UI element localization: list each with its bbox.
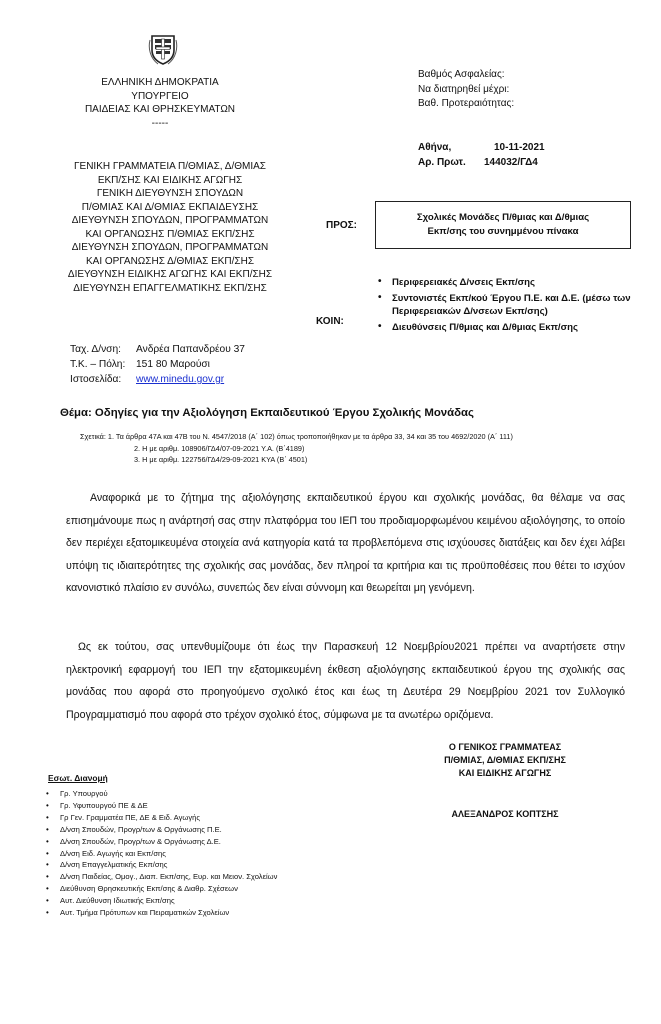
address-value: Ανδρέα Παπανδρέου 37 (136, 344, 245, 355)
recipients-line: Εκπ/σης του συνημμένου πίνακα (427, 226, 579, 237)
website-link[interactable]: www.minedu.gov.gr (136, 374, 225, 385)
paragraph-2: Ως εκ τούτου, σας υπενθυμίζουμε ότι έως την Παρασκευή 12 Νοεμβρίου2021 πρέπει να αναρτήσετε στην ηλεκτρονική εφαρμογή του ΙΕΠ την εξατομικευμένη έκθεση αξιολόγησης εκπαιδευτικού έργου της σχολικής σας μονάδας που αφορά στο προηγούμενο σχολικό έτος και έως τη Δευτέρα 29 Νοεμβρίου 2021 τον Συλλογικό Προγραμματισμό που αφορά στο τρέχον σχολικό έτος, σύμφωνα με τα ανωτέρω οριζόμενα. (66, 641, 625, 721)
recipients-box (375, 201, 631, 249)
city-label: Αθήνα, (418, 142, 452, 153)
cc-list (378, 276, 633, 334)
list-item: • Δ/νση Σπουδών, Προγρ/των & Οργάνωσης Δ.Ε. (46, 836, 376, 848)
departments-block (25, 160, 315, 295)
department-line: ΓΕΝΙΚΗ ΔΙΕΥΘΥΝΣΗ ΣΠΟΥΔΩΝ (96, 188, 244, 199)
security-label: Βαθμός Ασφαλείας: (418, 69, 505, 80)
list-item: • Δ/νση Ειδ. Αγωγής και Εκπ/σης (46, 848, 376, 860)
signature-line: ΚΑΙ ΕΙΔΙΚΗΣ ΑΓΩΓΗΣ (458, 768, 552, 778)
date-protocol (418, 141, 638, 170)
header-line: ΕΛΛΗΝΙΚΗ ΔΗΜΟΚΡΑΤΙΑ (101, 77, 219, 88)
distribution-title: Εσωτ. Διανομή (48, 773, 108, 783)
department-line: ΓΕΝΙΚΗ ΓΡΑΜΜΑΤΕΙΑ Π/ΘΜΙΑΣ, Δ/ΘΜΙΑΣ (74, 161, 266, 172)
list-item: • Διευθύνσεις Π/θμιας και Δ/θμιας Εκπ/σης (378, 321, 633, 335)
list-item: • Δ/νση Επαγγελματικής Εκπ/σης (46, 859, 376, 871)
address-label: Ταχ. Δ/νση: (70, 344, 121, 355)
priority-label: Βαθ. Προτεραιότητας: (418, 98, 515, 109)
list-item: • Γρ. Υπουργού (46, 788, 376, 800)
list-item: • Αυτ. Τμήμα Πρότυπων και Πειραματικών Σχολείων (46, 907, 376, 919)
list-item: • Δ/νση Παιδείας, Ομογ., Διαπ. Εκπ/σης, Ευρ. και Μειον. Σχολείων (46, 871, 376, 883)
department-line: Π/ΘΜΙΑΣ ΚΑΙ Δ/ΘΜΙΑΣ ΕΚΠΑΙΔΕΥΣΗΣ (81, 201, 259, 213)
department-line: ΚΑΙ ΟΡΓΑΝΩΣΗΣ Δ/ΘΜΙΑΣ ΕΚΠ/ΣΗΣ (85, 255, 254, 267)
signature-line: Ο ΓΕΝΙΚΟΣ ΓΡΑΜΜΑΤΕΑΣ (448, 742, 562, 752)
signatory-name: ΑΛΕΞΑΝΔΡΟΣ ΚΟΠΤΣΗΣ (451, 809, 559, 819)
reference-line: Σχετικά: 1. Τα άρθρα 47Α και 47Β του Ν. 4547/2018 (Α΄ 102) όπως τροποποιήθηκαν με τα άρθρα 33, 34 και 35 του 4692/2020 (Α΄ 111) (80, 432, 513, 441)
document-date: 10-11-2021 (494, 142, 545, 153)
reference-line: 3. Η με αριθμ. 122756/ΓΔ4/29-09-2021 ΚΥΑ (Β΄ 4501) (134, 455, 308, 464)
postal-label: Τ.Κ. – Πόλη: (70, 359, 126, 370)
list-item: • Διεύθυνση Θρησκευτικής Εκπ/σης & Διαθρ. Σχέσεων (46, 883, 376, 895)
department-line: ΕΚΠ/ΣΗΣ ΚΑΙ ΕΙΔΙΚΗΣ ΑΓΩΓΗΣ (97, 174, 243, 186)
signature-block (400, 741, 610, 821)
department-line: ΔΙΕΥΘΥΝΣΗ ΣΠΟΥΔΩΝ, ΠΡΟΓΡΑΜΜΑΤΩΝ (71, 242, 269, 253)
department-line: ΔΙΕΥΘΥΝΣΗ ΕΙΔΙΚΗΣ ΑΓΩΓΗΣ ΚΑΙ ΕΚΠ/ΣΗΣ (67, 269, 273, 280)
header-line: ΥΠΟΥΡΓΕΙΟ (131, 90, 189, 102)
protocol-label: Αρ. Πρωτ. (418, 156, 466, 168)
list-item: • Δ/νση Σπουδών, Προγρ/των & Οργάνωσης Π.Ε. (46, 824, 376, 836)
signature-line: Π/ΘΜΙΑΣ, Δ/ΘΜΙΑΣ ΕΚΠ/ΣΗΣ (444, 755, 566, 765)
ministry-header (55, 76, 265, 130)
list-item: • Αυτ. Διεύθυνση Ιδιωτικής Εκπ/σης (46, 895, 376, 907)
list-item: • Περιφερειακές Δ/νσεις Εκπ/σης (378, 276, 633, 290)
header-line: ΠΑΙΔΕΙΑΣ ΚΑΙ ΘΡΗΣΚΕΥΜΑΤΩΝ (84, 104, 236, 115)
header-line: ----- (151, 117, 169, 129)
distribution-list (46, 788, 376, 919)
list-item: • Γρ Γεν. Γραμματέα ΠΕ, ΔΕ & Ειδ. Αγωγής (46, 812, 376, 824)
list-item: • Συντονιστές Εκπ/κού Έργου Π.Ε. και Δ.Ε. (μέσω των Περιφερειακών Δ/νσεων Εκπ/σης) (378, 292, 633, 319)
koin-label: ΚΟΙΝ: (316, 316, 344, 327)
department-line: ΔΙΕΥΘΥΝΣΗ ΣΠΟΥΔΩΝ, ΠΡΟΓΡΑΜΜΑΤΩΝ (71, 215, 269, 226)
contact-block (70, 342, 245, 387)
greek-coat-of-arms-icon (148, 34, 178, 66)
recipients-line: Σχολικές Μονάδες Π/θμιας και Δ/θμιας (416, 212, 590, 223)
postal-value: 151 80 Μαρούσι (136, 359, 210, 370)
reference-line: 2. Η με αριθμ. 108906/ΓΔ4/07-09-2021 Υ.Α. (Β΄4189) (134, 443, 305, 453)
paragraph-1: Αναφορικά με το ζήτημα της αξιολόγησης εκπαιδευτικού έργου και σχολικής μονάδας, θα θέλαμε να σας επισημάνουμε πως η ανάρτησή σας στην πλατφόρμα του ΙΕΠ του προδιαμορφωμένου κειμένου αξιολόγησης, το οποίο δεν περιέχει εξατομικευμένα στοιχεία ανά κατηγορία κατά τα προβλεπόμενα στις ισχύουσες διατάξεις και δεν έχει λάβει υπόψη τις ιδιαιτερότητες της σχολικής σας μονάδας, δεν πληροί τα κριτήρια και τις προϋποθέσεις που θέτει το ισχύον κανονιστικό πλαίσιο εν συνόλω, συνεπώς δεν είναι σύννομη και θεωρείται μη γενόμενη. (66, 492, 625, 595)
protocol-number: 144032/ΓΔ4 (484, 156, 538, 168)
to-label: ΠΡΟΣ: (326, 220, 358, 231)
subject-line: Θέμα: Οδηγίες για την Αξιολόγηση Εκπαιδευτικού Έργου Σχολικής Μονάδας (60, 407, 474, 419)
list-item: • Γρ. Υφυπουργού ΠΕ & ΔΕ (46, 800, 376, 812)
security-meta (418, 68, 638, 112)
department-line: ΚΑΙ ΟΡΓΑΝΩΣΗΣ Π/ΘΜΙΑΣ ΕΚΠ/ΣΗΣ (85, 228, 255, 240)
retain-label: Να διατηρηθεί μέχρι: (418, 83, 510, 95)
website-label: Ιστοσελίδα: (70, 374, 122, 385)
department-line: ΔΙΕΥΘΥΝΣΗ ΕΠΑΓΓΕΛΜΑΤΙΚΗΣ ΕΚΠ/ΣΗΣ (73, 282, 267, 294)
references-block (80, 431, 640, 466)
